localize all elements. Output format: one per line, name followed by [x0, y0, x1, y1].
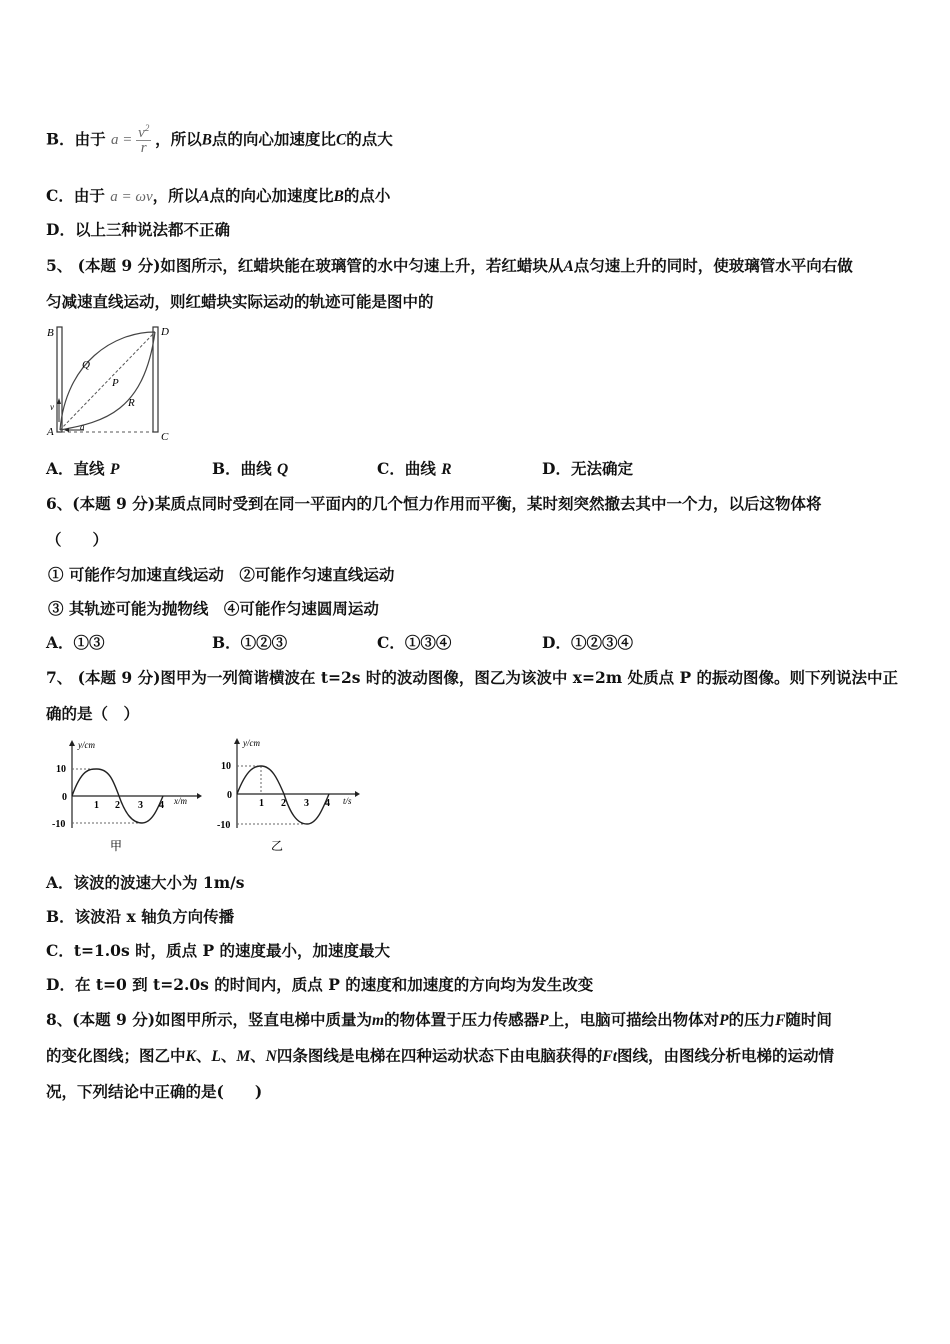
- svg-text:-10: -10: [52, 819, 66, 830]
- svg-text:4: 4: [159, 800, 164, 811]
- q6-option-a[interactable]: A．①③: [46, 633, 105, 652]
- centripetal-formula-v2-over-r: a = $\frac{v^2}{r}$: [111, 123, 150, 156]
- q6-option-b[interactable]: B．①②③: [212, 633, 288, 652]
- q8-stem-line2: 的变化图线；图乙中K、L、M、N四条图线是电梯在四种运动状态下由电脑获得的Ft图线，由图线分析电梯的运动情: [46, 1046, 835, 1065]
- svg-text:10: 10: [221, 761, 231, 772]
- q8-stem-line3: 况，下列结论中正确的是( ): [46, 1082, 263, 1101]
- svg-text:10: 10: [56, 764, 66, 775]
- q4-option-b-label: B．由于: [46, 129, 106, 149]
- svg-text:R: R: [128, 397, 135, 409]
- q4-option-d[interactable]: D．以上三种说法都不正确: [46, 220, 230, 239]
- q4-option-c[interactable]: C．由于 a = ωv，所以A点的向心加速度比B的点小: [46, 186, 391, 205]
- svg-text:a: a: [80, 422, 85, 432]
- q7-option-a[interactable]: A．该波的波速大小为 1m/s: [46, 873, 245, 892]
- svg-text:Q: Q: [82, 359, 90, 371]
- svg-text:2: 2: [115, 800, 120, 811]
- svg-text:v: v: [50, 402, 54, 412]
- svg-text:3: 3: [304, 798, 309, 809]
- vibration-curve: [237, 766, 329, 824]
- svg-text:P: P: [112, 377, 119, 389]
- q6-option-d[interactable]: D．①②③④: [542, 633, 633, 652]
- q5-option-c[interactable]: C．曲线 R: [377, 459, 452, 478]
- svg-text:0: 0: [62, 792, 67, 803]
- q6-option-c[interactable]: C．①③④: [377, 633, 452, 652]
- q5-stem-line1: 5、 (本题 9 分)如图所示，红蜡块能在玻璃管的水中匀速上升，若红蜡块从A点匀速上升的同时，使玻璃管水平向右做: [46, 256, 853, 275]
- q5-stem-line2: 匀减速直线运动，则红蜡块实际运动的轨迹可能是图中的: [46, 292, 434, 311]
- q6-answer-paren: （ ）: [46, 530, 109, 549]
- svg-text:3: 3: [138, 800, 143, 811]
- q6-stem: 6、(本题 9 分)某质点同时受到在同一平面内的几个恒力作用而平衡，某时刻突然撤去其中一个力，以后这物体将: [46, 494, 822, 513]
- q5-option-b[interactable]: B．曲线 Q: [212, 459, 289, 478]
- svg-text:2: 2: [281, 798, 286, 809]
- svg-text:1: 1: [94, 800, 99, 811]
- q6-statements-1: ① 可能作匀加速直线运动 ②可能作匀速直线运动: [48, 565, 395, 584]
- svg-text:1: 1: [259, 798, 264, 809]
- q7-wave-graph-jia: [52, 738, 202, 856]
- svg-text:甲: 甲: [110, 839, 123, 853]
- svg-text:D: D: [161, 326, 169, 338]
- q4-option-b[interactable]: B．由于 a = $\frac{v^2}{r}$ ，所以B点的向心加速度比C的点大: [46, 123, 393, 156]
- svg-text:y/cm: y/cm: [78, 740, 95, 750]
- svg-text:B: B: [47, 327, 54, 339]
- q7-vibration-graph-yi: [215, 738, 365, 856]
- q7-stem-line2: 确的是（ ）: [46, 704, 140, 723]
- centripetal-formula-omega-v: a = ωv: [110, 189, 153, 205]
- svg-text:乙: 乙: [271, 839, 284, 853]
- q7-option-c[interactable]: C．t=1.0s 时，质点 P 的速度最小，加速度最大: [46, 941, 391, 960]
- svg-text:x/m: x/m: [174, 796, 187, 806]
- q6-statements-2: ③ 其轨迹可能为抛物线 ④可能作匀速圆周运动: [48, 599, 379, 618]
- q8-stem-line1: 8、(本题 9 分)如图甲所示，竖直电梯中质量为m的物体置于压力传感器P上，电脑可描绘出物体对P的压力F随时间: [46, 1010, 832, 1029]
- svg-text:y/cm: y/cm: [243, 738, 260, 748]
- svg-text:A: A: [47, 426, 54, 438]
- svg-text:0: 0: [227, 790, 232, 801]
- svg-text:4: 4: [325, 798, 330, 809]
- q5-option-d[interactable]: D．无法确定: [542, 459, 633, 478]
- svg-text:C: C: [161, 431, 169, 443]
- svg-text:t/s: t/s: [343, 796, 352, 806]
- q5-option-a[interactable]: A．直线 P: [46, 459, 120, 478]
- q7-option-b[interactable]: B．该波沿 x 轴负方向传播: [46, 907, 235, 926]
- q5-figure-red-wax-block: [44, 322, 174, 447]
- q7-stem-line1: 7、 (本题 9 分)图甲为一列简谐横波在 t=2s 时的波动图像，图乙为该波中 x=2m 处质点 P 的振动图像。则下列说法中正: [46, 668, 899, 687]
- svg-text:-10: -10: [217, 820, 231, 831]
- q7-option-d[interactable]: D．在 t=0 到 t=2.0s 的时间内，质点 P 的速度和加速度的方向均为发生改变: [46, 975, 594, 994]
